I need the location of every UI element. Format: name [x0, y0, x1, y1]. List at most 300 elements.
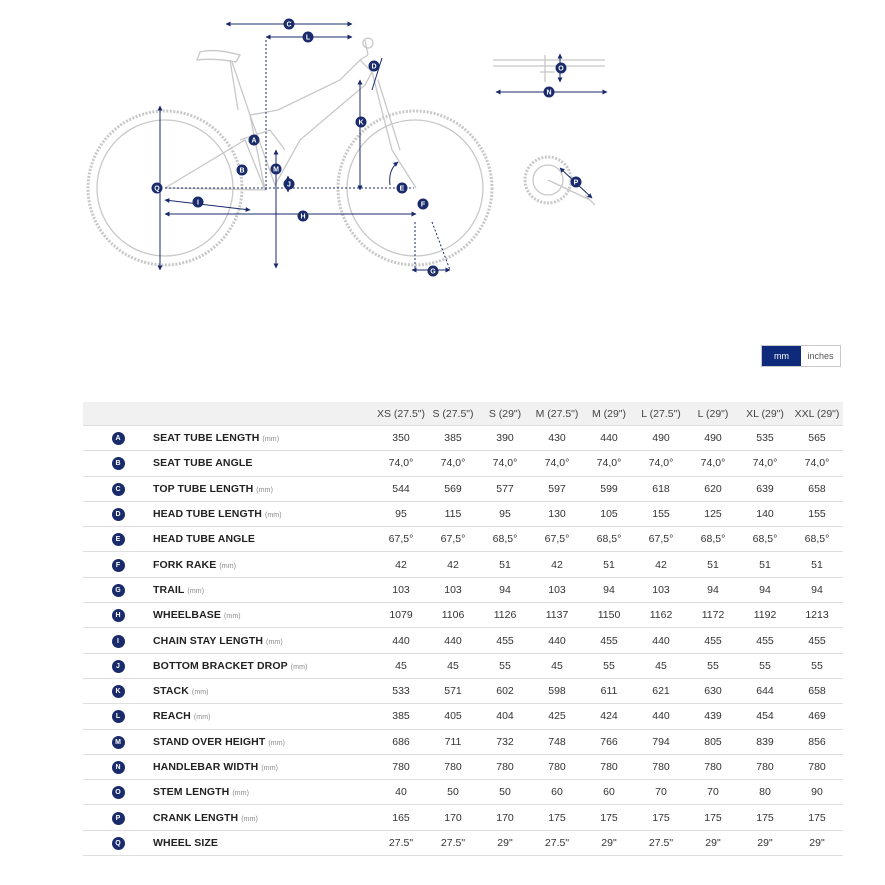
measurement-value: 440: [635, 704, 687, 729]
measurement-value: 55: [479, 653, 531, 678]
measurement-value: 620: [687, 476, 739, 501]
measurement-value: 780: [427, 754, 479, 779]
svg-text:O: O: [558, 65, 564, 73]
measurement-name: CHAIN STAY LENGTH: [153, 634, 264, 647]
measurement-value: 27.5": [375, 830, 427, 855]
measurement-value: 385: [427, 426, 479, 451]
measurement-name: REACH: [153, 710, 191, 723]
measurement-name-cell: [153, 830, 375, 855]
measurement-letter-badge: D: [112, 508, 125, 521]
measurement-value: 469: [791, 704, 843, 729]
measurement-unit: (mm): [219, 562, 237, 570]
measurement-value: 80: [739, 780, 791, 805]
svg-text:F: F: [420, 201, 426, 209]
measurement-value: 74,0°: [739, 451, 791, 476]
measurement-name: TRAIL: [153, 583, 185, 596]
measurement-value: 55: [583, 653, 635, 678]
measurement-value: 165: [375, 805, 427, 830]
measurement-value: 51: [791, 552, 843, 577]
measurement-value: 711: [427, 729, 479, 754]
svg-text:D: D: [371, 63, 377, 71]
row-badge-cell: [83, 704, 153, 729]
measurement-value: 68,5°: [739, 527, 791, 552]
measurement-unit: (mm): [187, 587, 205, 595]
row-badge-cell: [83, 603, 153, 628]
bike-geometry-diagram: [0, 0, 885, 300]
diagram-label-b: [237, 165, 248, 176]
measurement-value: 45: [531, 653, 583, 678]
measurement-value: 90: [791, 780, 843, 805]
measurement-name-cell: [153, 476, 375, 501]
svg-text:I: I: [197, 199, 199, 207]
measurement-value: 490: [635, 426, 687, 451]
measurement-value: 644: [739, 678, 791, 703]
table-row: [83, 603, 843, 628]
measurement-value: 67,5°: [635, 527, 687, 552]
measurement-value: 94: [687, 577, 739, 602]
measurement-value: 115: [427, 501, 479, 526]
measurement-name: SEAT TUBE ANGLE: [153, 457, 253, 470]
measurement-value: 621: [635, 678, 687, 703]
measurement-value: 535: [739, 426, 791, 451]
table-row: [83, 476, 843, 501]
measurement-name-cell: [153, 552, 375, 577]
measurement-unit: (mm): [241, 815, 258, 823]
measurement-value: 95: [479, 501, 531, 526]
diagram-badges: [152, 19, 582, 277]
row-badge-cell: [83, 830, 153, 855]
measurement-value: 95: [375, 501, 427, 526]
measurement-value: 780: [479, 754, 531, 779]
diagram-label-a: [249, 135, 260, 146]
measurement-value: 103: [427, 577, 479, 602]
measurement-name: STAND OVER HEIGHT: [153, 735, 266, 748]
measurement-name-cell: [153, 603, 375, 628]
measurement-value: 68,5°: [583, 527, 635, 552]
svg-text:A: A: [251, 137, 257, 145]
measurement-name-cell: [153, 628, 375, 653]
measurement-value: 40: [375, 780, 427, 805]
measurement-name-cell: [153, 577, 375, 602]
row-badge-cell: [83, 729, 153, 754]
measurement-letter-badge: K: [112, 685, 125, 698]
measurement-value: 658: [791, 476, 843, 501]
measurement-value: 1213: [791, 603, 843, 628]
measurement-value: 103: [635, 577, 687, 602]
svg-text:H: H: [300, 213, 306, 221]
header-blank: [83, 402, 153, 426]
diagram-label-o: [556, 63, 567, 74]
measurement-value: 29": [687, 830, 739, 855]
row-badge-cell: [83, 527, 153, 552]
table-row: [83, 451, 843, 476]
measurement-value: 490: [687, 426, 739, 451]
measurement-value: 454: [739, 704, 791, 729]
size-column-header: XL (29"): [739, 402, 791, 426]
measurement-value: 780: [375, 754, 427, 779]
measurement-name-cell: [153, 527, 375, 552]
measurement-value: 455: [739, 628, 791, 653]
measurement-value: 766: [583, 729, 635, 754]
measurement-value: 658: [791, 678, 843, 703]
measurement-unit: (mm): [224, 613, 241, 621]
measurement-letter-badge: C: [112, 483, 125, 496]
measurement-name: STACK: [153, 685, 189, 698]
measurement-name-cell: [153, 754, 375, 779]
measurement-value: 67,5°: [531, 527, 583, 552]
measurement-value: 94: [739, 577, 791, 602]
measurement-unit: (mm): [264, 512, 282, 520]
measurement-value: 74,0°: [583, 451, 635, 476]
measurement-value: 155: [791, 501, 843, 526]
measurement-value: 42: [375, 552, 427, 577]
measurement-value: 74,0°: [427, 451, 479, 476]
measurement-value: 70: [687, 780, 739, 805]
measurement-value: 598: [531, 678, 583, 703]
table-row: [83, 653, 843, 678]
row-badge-cell: [83, 426, 153, 451]
measurement-value: 67,5°: [375, 527, 427, 552]
unit-toggle: [761, 345, 841, 367]
measurement-value: 60: [583, 780, 635, 805]
measurement-value: 424: [583, 704, 635, 729]
diagram-label-h: [298, 211, 309, 222]
measurement-value: 440: [427, 628, 479, 653]
measurement-value: 748: [531, 729, 583, 754]
measurement-letter-badge: E: [112, 533, 125, 546]
measurement-letter-badge: O: [112, 786, 125, 799]
measurement-letter-badge: H: [112, 609, 125, 622]
measurement-name: TOP TUBE LENGTH: [153, 482, 254, 495]
measurement-letter-badge: M: [112, 736, 125, 749]
table-row: [83, 678, 843, 703]
size-column-header: M (29"): [583, 402, 635, 426]
measurement-letter-badge: Q: [112, 837, 125, 850]
measurement-value: 440: [531, 628, 583, 653]
size-column-header: M (27.5"): [531, 402, 583, 426]
unit-inches-button[interactable]: inches: [801, 346, 840, 366]
measurement-value: 55: [791, 653, 843, 678]
row-badge-cell: [83, 805, 153, 830]
measurement-value: 175: [791, 805, 843, 830]
table-body: [83, 426, 843, 856]
measurement-unit: (mm): [191, 689, 209, 697]
measurement-value: 686: [375, 729, 427, 754]
measurement-value: 571: [427, 678, 479, 703]
diagram-label-c: [284, 19, 295, 30]
measurement-name: HEAD TUBE LENGTH: [153, 508, 262, 521]
measurement-value: 544: [375, 476, 427, 501]
measurement-name-cell: [153, 501, 375, 526]
measurement-value: 45: [375, 653, 427, 678]
measurement-value: 130: [531, 501, 583, 526]
measurement-letter-badge: I: [112, 635, 125, 648]
row-badge-cell: [83, 577, 153, 602]
measurement-value: 74,0°: [375, 451, 427, 476]
measurement-value: 29": [791, 830, 843, 855]
measurement-value: 68,5°: [479, 527, 531, 552]
table-row: [83, 780, 843, 805]
measurement-unit: (mm): [261, 765, 279, 772]
measurement-value: 533: [375, 678, 427, 703]
measurement-value: 175: [739, 805, 791, 830]
table-row: [83, 754, 843, 779]
measurement-value: 68,5°: [791, 527, 843, 552]
measurement-value: 390: [479, 426, 531, 451]
measurement-name: SEAT TUBE LENGTH: [153, 432, 260, 445]
measurement-value: 170: [427, 805, 479, 830]
svg-text:C: C: [286, 21, 292, 29]
measurement-value: 27.5": [635, 830, 687, 855]
diagram-label-g: [428, 266, 439, 277]
size-column-header: S (27.5"): [427, 402, 479, 426]
measurement-value: 732: [479, 729, 531, 754]
measurement-value: 1150: [583, 603, 635, 628]
measurement-value: 440: [635, 628, 687, 653]
measurement-unit: (mm): [268, 739, 286, 747]
measurement-name: BOTTOM BRACKET DROP: [153, 659, 288, 672]
measurement-value: 630: [687, 678, 739, 703]
measurement-value: 455: [791, 628, 843, 653]
measurement-name-cell: [153, 678, 375, 703]
measurement-value: 74,0°: [687, 451, 739, 476]
measurement-name: HANDLEBAR WIDTH: [153, 761, 259, 773]
svg-text:P: P: [573, 179, 579, 187]
table-row: [83, 577, 843, 602]
measurement-value: 105: [583, 501, 635, 526]
measurement-value: 780: [791, 754, 843, 779]
svg-text:J: J: [287, 181, 291, 189]
measurement-value: 385: [375, 704, 427, 729]
size-column-header: S (29"): [479, 402, 531, 426]
measurement-value: 50: [479, 780, 531, 805]
measurement-value: 74,0°: [791, 451, 843, 476]
measurement-name: WHEEL SIZE: [153, 836, 218, 849]
measurement-value: 440: [583, 426, 635, 451]
measurement-value: 455: [479, 628, 531, 653]
measurement-value: 140: [739, 501, 791, 526]
measurement-value: 51: [583, 552, 635, 577]
measurement-value: 175: [583, 805, 635, 830]
table-row: [83, 501, 843, 526]
measurement-value: 94: [583, 577, 635, 602]
measurement-value: 42: [635, 552, 687, 577]
measurement-value: 74,0°: [479, 451, 531, 476]
measurement-letter-badge: B: [112, 457, 125, 470]
size-column-header: XS (27.5"): [375, 402, 427, 426]
measurement-value: 599: [583, 476, 635, 501]
row-badge-cell: [83, 780, 153, 805]
row-badge-cell: [83, 754, 153, 779]
measurement-value: 103: [375, 577, 427, 602]
measurement-value: 70: [635, 780, 687, 805]
measurement-value: 155: [635, 501, 687, 526]
svg-text:E: E: [399, 185, 405, 193]
measurement-value: 780: [739, 754, 791, 779]
measurement-value: 455: [687, 628, 739, 653]
measurement-name-cell: [153, 805, 375, 830]
measurement-value: 45: [635, 653, 687, 678]
measurement-value: 805: [687, 729, 739, 754]
measurement-value: 42: [531, 552, 583, 577]
measurement-name: WHEELBASE: [153, 609, 221, 622]
row-badge-cell: [83, 501, 153, 526]
diagram-label-d: [369, 61, 380, 72]
measurement-value: 29": [739, 830, 791, 855]
measurement-value: 404: [479, 704, 531, 729]
measurement-unit: (mm): [256, 486, 274, 494]
measurement-name-cell: [153, 426, 375, 451]
measurement-value: 51: [479, 552, 531, 577]
diagram-label-j: [284, 179, 295, 190]
measurement-value: 29": [479, 830, 531, 855]
diagram-label-e: [397, 183, 408, 194]
measurement-value: 175: [635, 805, 687, 830]
measurement-value: 55: [739, 653, 791, 678]
measurement-value: 29": [583, 830, 635, 855]
measurement-value: 1106: [427, 603, 479, 628]
row-badge-cell: [83, 552, 153, 577]
measurement-name-cell: [153, 653, 375, 678]
measurement-value: 439: [687, 704, 739, 729]
measurement-letter-badge: G: [112, 584, 125, 597]
measurement-letter-badge: A: [112, 432, 125, 445]
measurement-value: 1079: [375, 603, 427, 628]
svg-text:N: N: [546, 89, 552, 97]
diagram-label-q: [152, 183, 163, 194]
row-badge-cell: [83, 653, 153, 678]
svg-text:Q: Q: [154, 185, 160, 193]
measurement-value: 74,0°: [531, 451, 583, 476]
measurement-value: 780: [583, 754, 635, 779]
measurement-value: 27.5": [531, 830, 583, 855]
measurement-letter-badge: J: [112, 660, 125, 673]
measurement-value: 45: [427, 653, 479, 678]
measurement-value: 780: [635, 754, 687, 779]
measurement-value: 794: [635, 729, 687, 754]
measurement-value: 597: [531, 476, 583, 501]
measurement-value: 455: [583, 628, 635, 653]
svg-text:G: G: [430, 268, 436, 276]
measurement-letter-badge: N: [112, 761, 125, 774]
measurement-value: 60: [531, 780, 583, 805]
measurement-value: 67,5°: [427, 527, 479, 552]
measurement-value: 350: [375, 426, 427, 451]
measurement-unit: (mm): [266, 638, 283, 646]
measurement-value: 170: [479, 805, 531, 830]
table-row: [83, 805, 843, 830]
measurement-value: 1172: [687, 603, 739, 628]
diagram-label-m: [271, 164, 282, 175]
measurement-value: 430: [531, 426, 583, 451]
table-row: [83, 426, 843, 451]
measurement-name: FORK RAKE: [153, 558, 217, 571]
measurement-value: 405: [427, 704, 479, 729]
measurement-value: 55: [687, 653, 739, 678]
measurement-value: 1162: [635, 603, 687, 628]
bike-outline: [88, 38, 605, 265]
svg-text:L: L: [305, 34, 311, 42]
measurement-value: 125: [687, 501, 739, 526]
measurement-value: 42: [427, 552, 479, 577]
svg-text:B: B: [239, 167, 245, 175]
measurement-value: 94: [479, 577, 531, 602]
measurement-name-cell: [153, 780, 375, 805]
measurement-value: 175: [531, 805, 583, 830]
measurement-value: 74,0°: [635, 451, 687, 476]
measurement-letter-badge: L: [112, 710, 125, 723]
measurement-name-cell: [153, 729, 375, 754]
measurement-value: 440: [375, 628, 427, 653]
svg-text:M: M: [273, 166, 279, 174]
measurement-letter-badge: F: [112, 559, 125, 572]
size-column-header: L (27.5"): [635, 402, 687, 426]
measurement-value: 569: [427, 476, 479, 501]
measurement-unit: (mm): [262, 436, 280, 444]
measurement-value: 425: [531, 704, 583, 729]
diagram-label-k: [356, 117, 367, 128]
measurement-name-cell: [153, 451, 375, 476]
diagram-label-l: [303, 32, 314, 43]
measurement-value: 577: [479, 476, 531, 501]
row-badge-cell: [83, 476, 153, 501]
measurement-value: 175: [687, 805, 739, 830]
unit-mm-button[interactable]: mm: [762, 346, 801, 366]
size-column-header: L (29"): [687, 402, 739, 426]
diagram-label-i: [193, 197, 204, 208]
measurement-value: 68,5°: [687, 527, 739, 552]
measurement-value: 1137: [531, 603, 583, 628]
diagram-label-p: [571, 177, 582, 188]
measurement-value: 780: [687, 754, 739, 779]
measurement-unit: (mm): [193, 714, 211, 722]
measurement-value: 27.5": [427, 830, 479, 855]
measurement-letter-badge: P: [112, 812, 125, 825]
measurement-value: 839: [739, 729, 791, 754]
svg-text:K: K: [358, 119, 364, 127]
table-row: [83, 527, 843, 552]
measurement-unit: (mm): [290, 663, 308, 671]
table-row: [83, 552, 843, 577]
row-badge-cell: [83, 628, 153, 653]
measurement-value: 94: [791, 577, 843, 602]
measurement-value: 856: [791, 729, 843, 754]
measurement-value: 51: [739, 552, 791, 577]
measurement-value: 1192: [739, 603, 791, 628]
measurement-name-cell: [153, 704, 375, 729]
measurement-name: STEM LENGTH: [153, 786, 230, 799]
measurement-value: 50: [427, 780, 479, 805]
measurement-value: 1126: [479, 603, 531, 628]
table-row: [83, 830, 843, 855]
measurement-name: CRANK LENGTH: [153, 811, 239, 824]
table-row: [83, 628, 843, 653]
measurement-value: 639: [739, 476, 791, 501]
measurement-value: 611: [583, 678, 635, 703]
diagram-label-f: [418, 199, 429, 210]
table-row: [83, 704, 843, 729]
measurement-value: 565: [791, 426, 843, 451]
measurement-value: 618: [635, 476, 687, 501]
table-header-row: [83, 402, 843, 426]
measurement-value: 51: [687, 552, 739, 577]
geometry-table: [83, 402, 843, 856]
measurement-value: 602: [479, 678, 531, 703]
diagram-label-n: [544, 87, 555, 98]
table-row: [83, 729, 843, 754]
row-badge-cell: [83, 678, 153, 703]
measurement-value: 780: [531, 754, 583, 779]
